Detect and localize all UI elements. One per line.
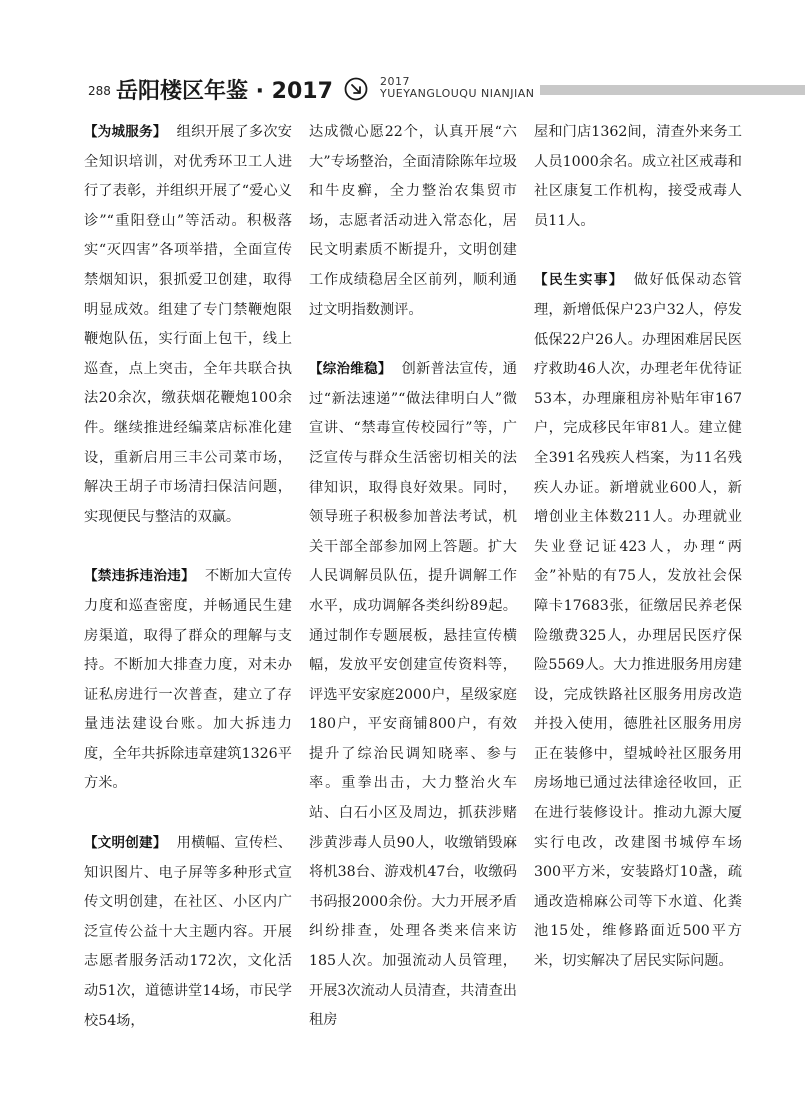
header-subtitle-en: YUEYANGLOUQU NIANJIAN: [380, 87, 535, 100]
section-tag: 【综治维稳】: [309, 361, 392, 378]
section-text: 达成微心愿22个，认真开展“六大”专场整治，全面清除陈年垃圾和牛皮癣，全力整治农集贸市场，志愿者活动进入常态化，居民文明素质不断提升，文明创建工作成绩稳居全区前列，顺利通过文明指数测评。: [309, 124, 517, 318]
book-title: 岳阳楼区年鉴 · 2017: [116, 79, 333, 104]
section-paragraph: [84, 562, 292, 799]
running-header: [80, 74, 805, 110]
section-paragraph: [309, 355, 517, 1036]
header-subtitle: [380, 76, 534, 100]
header-rule: [540, 85, 805, 95]
column-2: [309, 118, 517, 1036]
column-3: [534, 118, 742, 977]
section-tag: 【为城服务】: [84, 124, 167, 140]
section-text: 用横幅、宣传栏、知识图片、电子屏等多种形式宣传文明创建，在社区、小区内广泛宣传公益十大主题内容。开展志愿者服务活动172次，文化活动51次，道德讲堂14场，市民学校54场，: [84, 835, 292, 1029]
column-1: [84, 118, 292, 1036]
section-tag: 【民生实事】: [534, 272, 624, 289]
section-paragraph: [534, 118, 742, 236]
section-paragraph: [84, 829, 292, 1036]
circle-arrow-down-right-icon: [344, 77, 368, 101]
section-tag: 【禁违拆违治违】: [84, 568, 195, 585]
section-paragraph: [309, 118, 517, 325]
section-text: 不断加大宣传力度和巡查密度，并畅通民生建房渠道，取得了群众的理解与支持。不断加大排查力度，对未办证私房进行一次普查，建立了存量违法建设台账。加大拆违力度，全年共拆除违章建筑1326平方米。: [84, 568, 292, 792]
section-text: 组织开展了多次安全知识培训，对优秀环卫工人进行了表彰，并组织开展了“爱心义诊”“重阳登山”等活动。积极落实“灭四害”各项举措，全面宣传禁烟知识，狠抓爱卫创建，取得明显成效。组建了专门禁鞭炮限鞭炮队伍，实行面上包干，线上巡查，点上突击，全年共联合执法20余次，缴获烟花鞭炮100余件。继续推进经编菜店标准化建设，重新启用三丰公司菜市场，解决王胡子市场清扫保洁问题，实现便民与整洁的双赢。: [84, 124, 292, 525]
section-text: 做好低保动态管理，新增低保户23户32人，停发低保22户26人。办理困难居民医疗救助46人次，办理老年优待证53本，办理廉租房补贴年审167户，完成移民年审81人。建立健全391名残疾人档案，为11名残疾人办证。新增就业600人，新增创业主体数211人。办理就业失业登记证423人，办理“两金”补贴的有75人，发放社会保障卡17683张，征缴居民养老保险缴费325人，办理居民医疗保险5569人。大力推进服务用房建设，完成铁路社区服务用房改造并投入使用，德胜社区服务用房正在装修中，望城岭社区服务用房场地已通过法律途径收回，正在进行装修设计。推动九源大厦实行电改，改建图书城停车场300平方米，安装路灯10盏，疏通改造棉麻公司等下水道、化粪池15处，维修路面近500平方米，切实解决了居民实际问题。: [534, 272, 742, 970]
section-paragraph: [84, 118, 292, 532]
header-year: 2017: [380, 75, 410, 88]
section-tag: 【文明创建】: [84, 835, 167, 852]
section-paragraph: [534, 266, 742, 976]
section-text: 创新普法宣传，通过“新法速递”“做法律明白人”微宣讲、“禁毒宣传校园行”等，广泛宣传与群众生活密切相关的法律知识，取得良好效果。同时，领导班子积极参加普法考试，机关干部全部参加网上答题。扩大人民调解员队伍，提升调解工作水平，成功调解各类纠纷89起。通过制作专题展板，悬挂宣传横幅，发放平安创建宣传资料等，评选平安家庭2000户，星级家庭180户，平安商铺800户，有效提升了综治民调知晓率、参与率。重拳出击，大力整治火车站、白石小区及周边，抓获涉赌涉黄涉毒人员90人，收缴销毁麻将机38台、游戏机47台，收缴码书码报2000余份。大力开展矛盾纠纷排查，处理各类来信来访185人次。加强流动人员管理，开展3次流动人员清查，共清查出租房: [309, 361, 517, 1029]
page-number: 288: [88, 84, 111, 98]
section-text: 屋和门店1362间，清查外来务工人员1000余名。成立社区戒毒和社区康复工作机构，接受戒毒人员11人。: [534, 124, 742, 229]
